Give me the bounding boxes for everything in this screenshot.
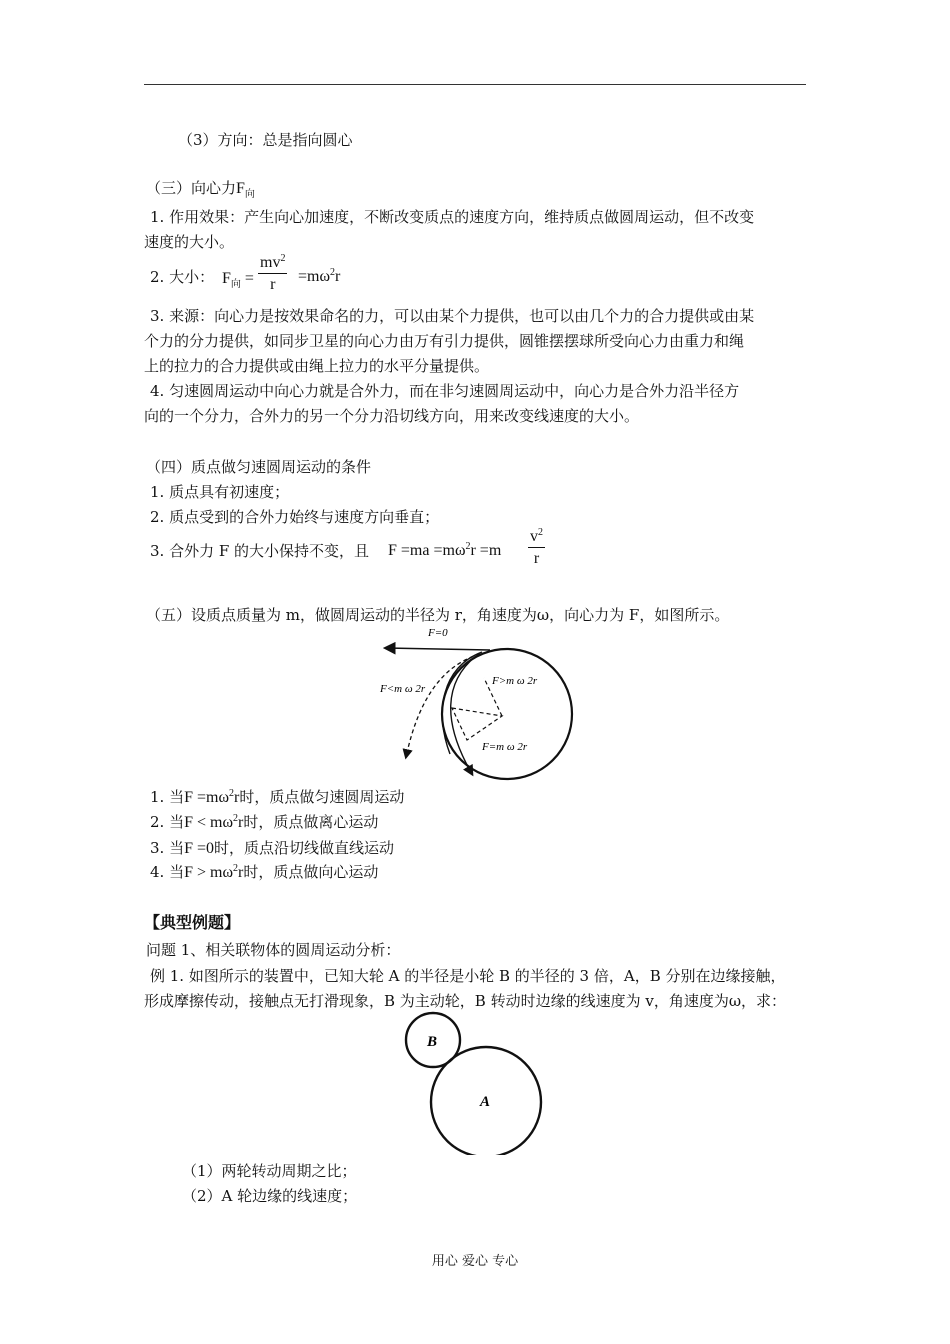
- magnitude-label: 2. 大小：: [150, 268, 215, 286]
- example-1-line-1: 例 1. 如图所示的装置中，已知大轮 A 的半径是小轮 B 的半径的 3 倍，A，B 分别在边缘接触，: [150, 967, 786, 985]
- ask-1: （1）两轮转动周期之比；: [182, 1162, 357, 1180]
- question-1: 问题 1、相关联物体的圆周运动分析：: [146, 941, 401, 959]
- magnitude-rest: $=m\omega^2r$: [298, 267, 341, 285]
- uniform-line-2: 向的一个分力，合外力的另一个分力沿切线方向，用来改变线速度的大小。: [144, 407, 640, 425]
- header-rule: [144, 84, 806, 85]
- label-f-less: F<m ω 2r: [380, 683, 426, 695]
- tangent-arrow: [386, 648, 490, 650]
- condition-3-formula: $F =ma =m\omega^2r =m$: [388, 541, 502, 559]
- conditions-heading: （四）质点做匀速圆周运动的条件: [146, 458, 372, 476]
- case-2: 2. 当$F < m\omega^2r$时，质点做离心运动: [150, 813, 379, 831]
- arc-arrow: [451, 656, 476, 774]
- force-triangle: [452, 708, 502, 740]
- condition-1: 1. 质点具有初速度；: [150, 483, 290, 501]
- magnitude-F: $F_向$ =: [222, 270, 254, 291]
- direction-line: （3）方向：总是指向圆心: [178, 131, 353, 149]
- effect-line-1: 1. 作用效果：产生向心加速度，不断改变质点的速度方向，维持质点做圆周运动，但不改变: [150, 208, 755, 226]
- case-3: 3. 当F =0时，质点沿切线做直线运动: [150, 839, 395, 857]
- case-4: 4. 当$F > m\omega^2r$时，质点做向心运动: [150, 863, 379, 881]
- source-line-1: 3. 来源：向心力是按效果命名的力，可以由某个力提供，也可以由几个力的合力提供或由某: [150, 307, 755, 325]
- condition-2: 2. 质点受到的合外力始终与速度方向垂直；: [150, 508, 440, 526]
- source-line-2: 个力的分力提供，如同步卫星的向心力由万有引力提供，圆锥摆摆球所受向心力由重力和绳: [144, 332, 745, 350]
- setup-heading: （五）设质点质量为 m，做圆周运动的半径为 r，角速度为ω，向心力为 F，如图所示。: [146, 606, 730, 624]
- condition-3-fraction: $\frac{v^2}{r}$: [530, 527, 543, 567]
- ask-2: （2）A 轮边缘的线速度；: [182, 1187, 358, 1205]
- example-1-line-2: 形成摩擦传动，接触点无打滑现象，B 为主动轮，B 转动时边缘的线速度为 v，角速度为ω，求：: [144, 992, 787, 1010]
- effect-line-2: 速度的大小。: [144, 233, 235, 251]
- wheel-b-label: B: [427, 1034, 438, 1050]
- circular-motion-figure: [372, 622, 582, 784]
- friction-wheels-figure: [400, 1010, 550, 1155]
- case-1: 1. 当$F =m\omega^2r$时，质点做匀速圆周运动: [150, 788, 405, 806]
- label-f-equal: F=m ω 2r: [482, 741, 528, 753]
- source-line-3: 上的拉力的合力提供或由绳上拉力的水平分量提供。: [144, 357, 490, 375]
- condition-3-text: 3. 合外力 F 的大小保持不变，且: [150, 542, 370, 560]
- section-heading-centripetal-force: （三）向心力$F_向$: [146, 179, 255, 200]
- magnitude-fraction: $\frac{mv^2}{r}$: [260, 253, 286, 293]
- orbit-circle: [442, 649, 572, 779]
- wheel-a-label: A: [480, 1094, 491, 1110]
- uniform-line-1: 4. 匀速圆周运动中向心力就是合外力，而在非匀速圆周运动中，向心力是合外力沿半径方: [150, 382, 740, 400]
- label-f-more: F>m ω 2r: [492, 675, 538, 687]
- label-f0: F=0: [428, 627, 448, 639]
- page-footer: 用心 爱心 专心: [431, 1254, 519, 1269]
- examples-heading: 【典型例题】: [144, 913, 241, 932]
